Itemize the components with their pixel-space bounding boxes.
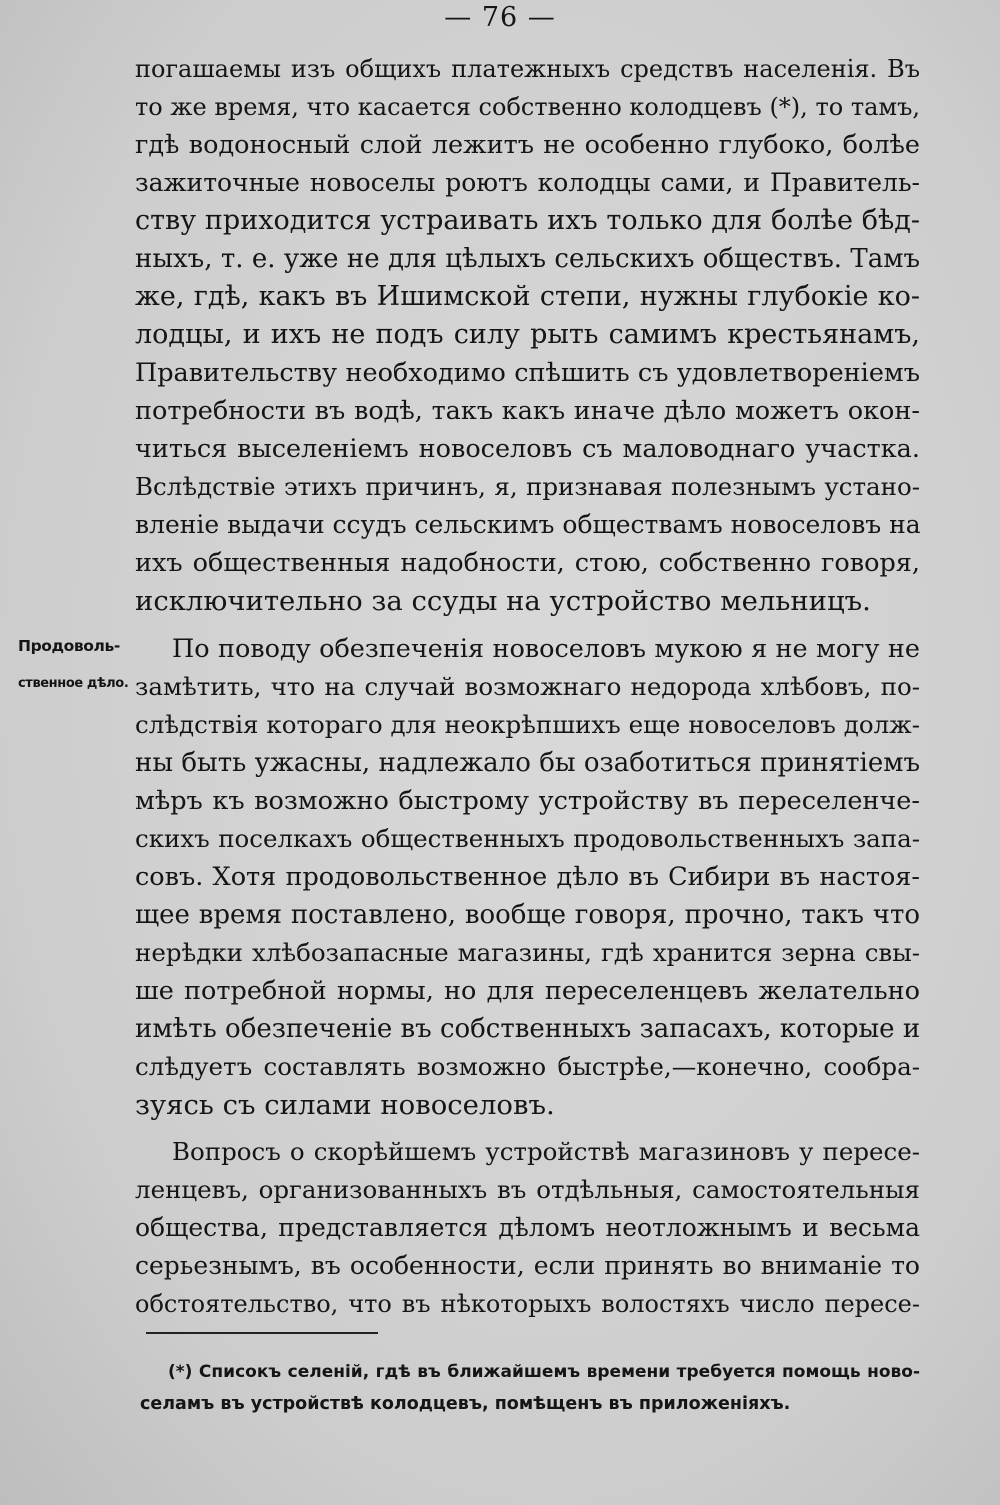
text-line: общества, представляется дѣломъ неотложнымъ и весьма [135,1213,920,1242]
text-line: мѣръ къ возможно быстрому устройству въ переселенче- [135,786,920,816]
text-line: замѣтить, что на случай возможнаго недорода хлѣбовъ, по- [135,672,920,701]
text-line: исключительно за ссуды на устройство мельницъ. [135,585,871,617]
text-line: Вопросъ о скорѣйшемъ устройствѣ магазиновъ у пересе- [172,1137,920,1166]
page-number: — 76 — [444,2,556,33]
text-line: же, гдѣ, какъ въ Ишимской степи, нужны глубокіе ко- [135,281,920,312]
text-line: ленцевъ, организованныхъ въ отдѣльныя, самостоятельныя [135,1175,920,1204]
footnote-rule [146,1332,378,1334]
text-line: гдѣ водоносный слой лежитъ не особенно глубоко, болѣе [135,130,920,160]
text-line: скихъ поселкахъ общественныхъ продовольственныхъ запа- [135,824,920,853]
footnote-line-2: селамъ въ устройствѣ колодцевъ, помѣщенъ въ приложеніяхъ. [140,1394,791,1414]
text-line: По поводу обезпеченія новоселовъ мукою я не могу не [172,634,920,664]
margin-note-line-1: Продоволь- [18,637,120,655]
text-line: Правительству необходимо спѣшить съ удовлетвореніемъ [135,358,920,388]
text-line: зажиточные новоселы роютъ колодцы сами, и Правитель- [135,168,920,197]
text-line: ше потребной нормы, но для переселенцевъ желательно [135,976,920,1006]
text-line: Вслѣдствіе этихъ причинъ, я, признавая полезнымъ устано- [135,472,920,501]
text-line: зуясь съ силами новоселовъ. [135,1089,555,1121]
text-line: то же время, что касается собственно колодцевъ (*), то тамъ, [135,93,920,121]
text-line: обстоятельство, что въ нѣкоторыхъ волостяхъ число пересе- [135,1290,920,1318]
text-line: лодцы, и ихъ не подъ силу рыть самимъ крестьянамъ, [135,319,920,350]
text-line: слѣдуетъ составлять возможно быстрѣе,—конечно, сообра- [135,1052,920,1081]
text-line: нерѣдки хлѣбозапасные магазины, гдѣ хранится зерна свы- [135,938,920,967]
footnote-line-1: (*) Списокъ селеній, гдѣ въ ближайшемъ времени требуется помощь ново- [168,1362,920,1382]
margin-note-line-2: ственное дѣло. [18,676,129,691]
text-line: слѣдствія котораго для неокрѣпшихъ еще новоселовъ долж- [135,710,920,739]
text-line: вленіе выдачи ссудъ сельскимъ обществамъ новоселовъ на [135,510,921,539]
text-line: читься выселеніемъ новоселовъ съ маловоднаго участка. [135,434,920,464]
text-line: потребности въ водѣ, такъ какъ иначе дѣло можетъ окон- [135,396,920,426]
text-line: ныхъ, т. е. уже не для цѣлыхъ сельскихъ обществъ. Тамъ [135,244,920,274]
text-line: щее время поставлено, вообще говоря, прочно, такъ что [135,900,920,930]
text-line: ны быть ужасны, надлежало бы озаботиться принятіемъ [135,748,920,778]
text-line: совъ. Хотя продовольственное дѣло въ Сибири въ настоя- [135,862,920,892]
text-line: ству приходится устраивать ихъ только для болѣе бѣд- [135,205,920,236]
text-line: ихъ общественныя надобности, стою, собственно говоря, [135,548,920,578]
text-line: имѣть обезпеченіе въ собственныхъ запасахъ, которые и [135,1014,921,1044]
text-line: погашаемы изъ общихъ платежныхъ средствъ населенія. Въ [135,55,920,83]
text-line: серьезнымъ, въ особенности, если принять во вниманіе то [135,1251,920,1280]
